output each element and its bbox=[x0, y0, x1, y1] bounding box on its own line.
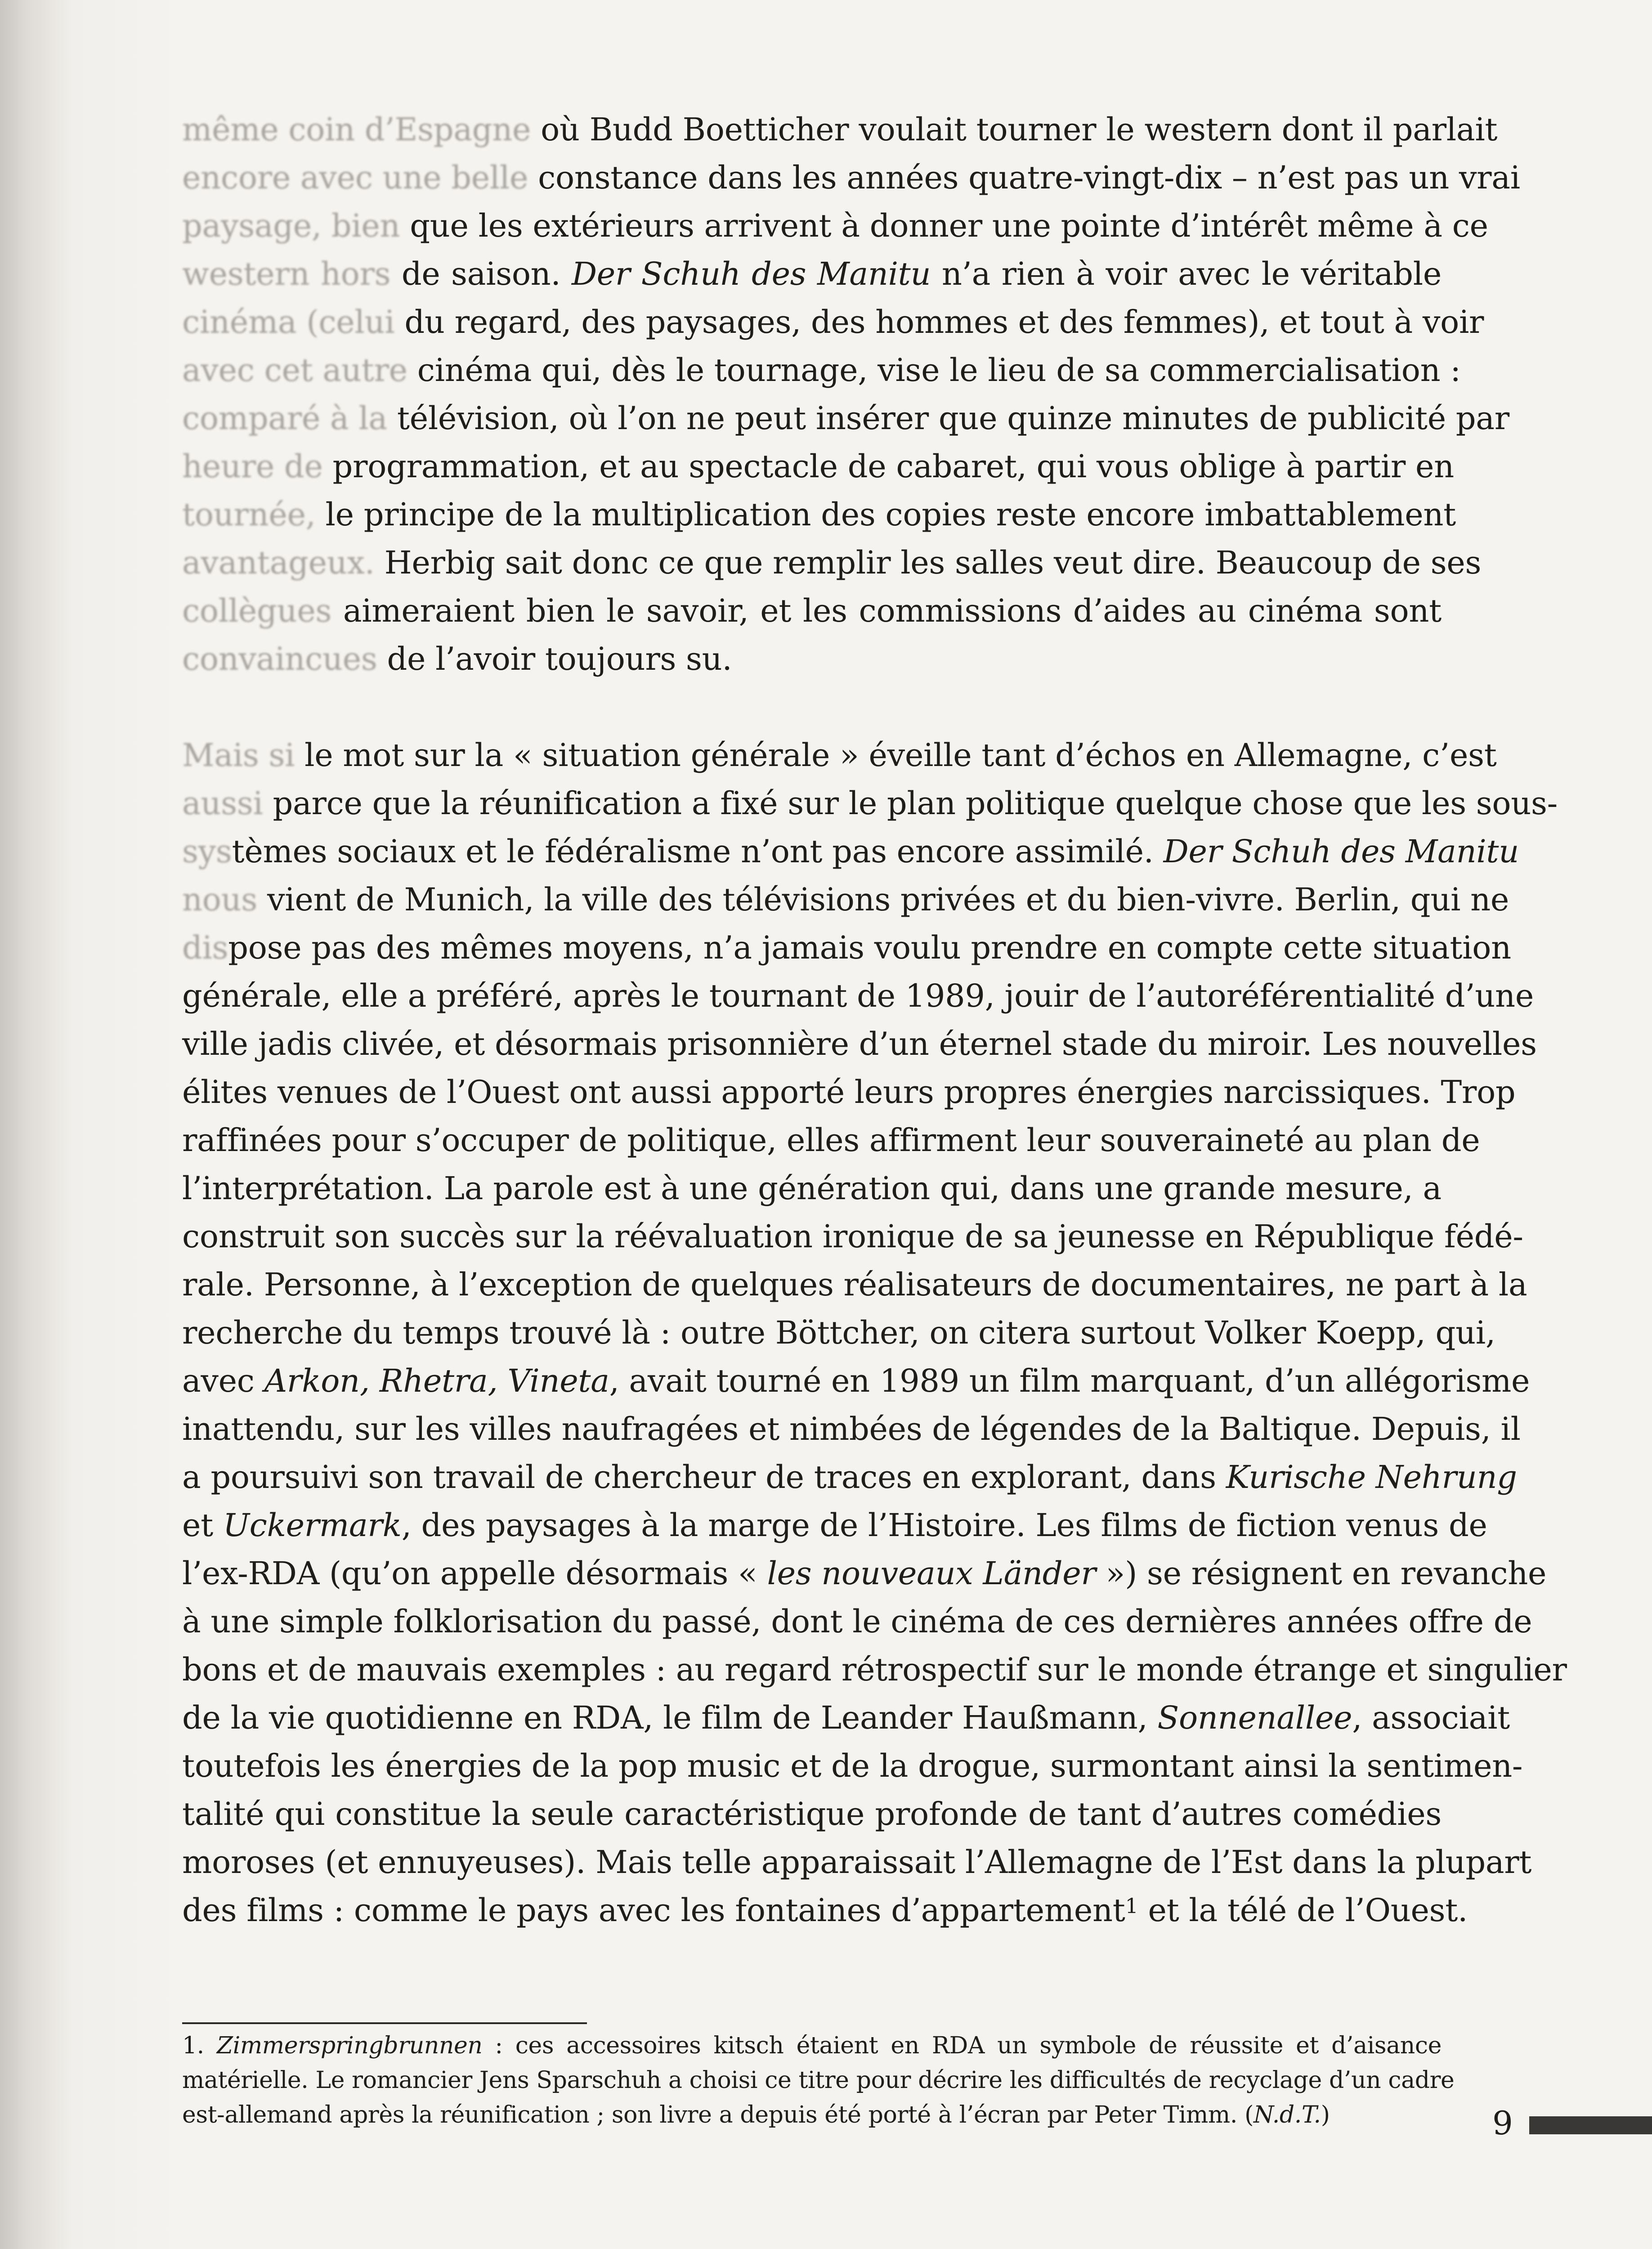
text-line: même coin d’Espagne où Budd Boetticher voulait tourner le western dont il parlait bbox=[182, 111, 1498, 148]
text-line: collègues aimeraient bien le savoir, et les commissions d’aides au cinéma sont bbox=[182, 592, 1442, 629]
text-line: de la vie quotidienne en RDA, le film de Leander Haußmann, Sonnenallee, associait bbox=[182, 1699, 1510, 1736]
paragraph-2 bbox=[182, 731, 1567, 1935]
text-line: dispose pas des mêmes moyens, n’a jamais voulu prendre en compte cette situation bbox=[182, 929, 1511, 966]
text-line: Mais si le mot sur la « situation générale » éveille tant d’échos en Allemagne, c’est bbox=[182, 737, 1497, 774]
text-line: talité qui constitue la seule caractéristique profonde de tant d’autres comédies bbox=[182, 1796, 1442, 1832]
page-number-bar bbox=[1529, 2116, 1652, 2134]
text-line: et Uckermark, des paysages à la marge de l’Histoire. Les films de fiction venus de bbox=[182, 1507, 1487, 1544]
text-line: élites venues de l’Ouest ont aussi apporté leurs propres énergies narcissiques. Trop bbox=[182, 1074, 1516, 1111]
footnote-reference: 1 bbox=[1125, 1894, 1138, 1918]
text-line: avec Arkon, Rhetra, Vineta, avait tourné en 1989 un film marquant, d’un allégorisme bbox=[182, 1362, 1530, 1399]
text-line: l’ex-RDA (qu’on appelle désormais « les nouveaux Länder ») se résignent en revanche bbox=[182, 1555, 1547, 1592]
text-line: avec cet autre cinéma qui, dès le tournage, vise le lieu de sa commercialisation : bbox=[182, 352, 1461, 389]
text-line: raffinées pour s’occuper de politique, elles affirment leur souveraineté au plan de bbox=[182, 1122, 1480, 1159]
text-line: aussi parce que la réunification a fixé sur le plan politique quelque chose que les sous- bbox=[182, 785, 1558, 822]
text-line: à une simple folklorisation du passé, dont le cinéma de ces dernières années offre de bbox=[182, 1603, 1532, 1640]
text-line: a poursuivi son travail de chercheur de traces en explorant, dans Kurische Nehrung bbox=[182, 1459, 1517, 1496]
text-line: convaincues de l’avoir toujours su. bbox=[182, 641, 732, 677]
footnote bbox=[182, 2029, 1455, 2133]
text-line: construit son succès sur la réévaluation ironique de sa jeunesse en République fédé- bbox=[182, 1218, 1523, 1255]
text-line: inattendu, sur les villes naufragées et nimbées de légendes de la Baltique. Depuis, il bbox=[182, 1411, 1521, 1447]
footnote-line: matérielle. Le romancier Jens Sparschuh a choisi ce titre pour décrire les difficultés de recyclage d’un cadre bbox=[182, 2067, 1455, 2094]
footnote-line: 1. Zimmerspringbrunnen : ces accessoires kitsch étaient en RDA un symbole de réussite et d’aisance bbox=[182, 2032, 1442, 2059]
paragraph-spacer bbox=[182, 683, 1442, 731]
text-line: avantageux. Herbig sait donc ce que remplir les salles veut dire. Beaucoup de ses bbox=[182, 544, 1482, 581]
footnote-number: 1. bbox=[182, 2032, 204, 2059]
text-line: encore avec une belle constance dans les années quatre-vingt-dix – n’est pas un vrai bbox=[182, 159, 1520, 196]
text-line: des films : comme le pays avec les fontaines d’appartement$^1$ et la télé de l’Ouest. bbox=[182, 1892, 1468, 1929]
text-line: générale, elle a préféré, après le tournant de 1989, jouir de l’autoréférentialité d’une bbox=[182, 977, 1534, 1014]
text-line: paysage, bien que les extérieurs arrivent à donner une pointe d’intérêt même à ce bbox=[182, 207, 1488, 244]
text-line: ville jadis clivée, et désormais prisonnière d’un éternel stade du miroir. Les nouvelles bbox=[182, 1026, 1537, 1062]
footnote-rule bbox=[182, 2022, 587, 2024]
text-line: comparé à la télévision, où l’on ne peut insérer que quinze minutes de publicité par bbox=[182, 400, 1509, 437]
text-line: nous vient de Munich, la ville des télévisions privées et du bien-vivre. Berlin, qui ne bbox=[182, 881, 1509, 918]
text-line: rale. Personne, à l’exception de quelques réalisateurs de documentaires, ne part à la bbox=[182, 1266, 1527, 1303]
text-line: moroses (et ennuyeuses). Mais telle apparaissait l’Allemagne de l’Est dans la plupart bbox=[182, 1844, 1532, 1881]
body-text bbox=[182, 106, 1567, 1935]
text-line: l’interprétation. La parole est à une génération qui, dans une grande mesure, a bbox=[182, 1170, 1442, 1207]
paragraph-1 bbox=[182, 106, 1520, 683]
text-line: tournée, le principe de la multiplication des copies reste encore imbattablement bbox=[182, 496, 1456, 533]
text-line: cinéma (celui du regard, des paysages, des hommes et des femmes), et tout à voir bbox=[182, 304, 1484, 340]
footnote-term: Zimmerspringbrunnen bbox=[216, 2032, 483, 2059]
text-line: toutefois les énergies de la pop music et de la drogue, surmontant ainsi la sentimen- bbox=[182, 1747, 1523, 1784]
text-line: systèmes sociaux et le fédéralisme n’ont pas encore assimilé. Der Schuh des Manitu bbox=[182, 833, 1519, 870]
text-line: heure de programmation, et au spectacle de cabaret, qui vous oblige à partir en bbox=[182, 448, 1454, 485]
text-line: western hors de saison. Der Schuh des Manitu n’a rien à voir avec le véritable bbox=[182, 255, 1442, 292]
footnote-line: est-allemand après la réunification ; son livre a depuis été porté à l’écran par Peter Timm. (N.d.T.) bbox=[182, 2101, 1330, 2128]
text-line: recherche du temps trouvé là : outre Böttcher, on citera surtout Volker Koepp, qui, bbox=[182, 1314, 1495, 1351]
text-line: bons et de mauvais exemples : au regard rétrospectif sur le monde étrange et singulier bbox=[182, 1651, 1567, 1688]
page-number: 9 bbox=[1492, 2104, 1513, 2142]
